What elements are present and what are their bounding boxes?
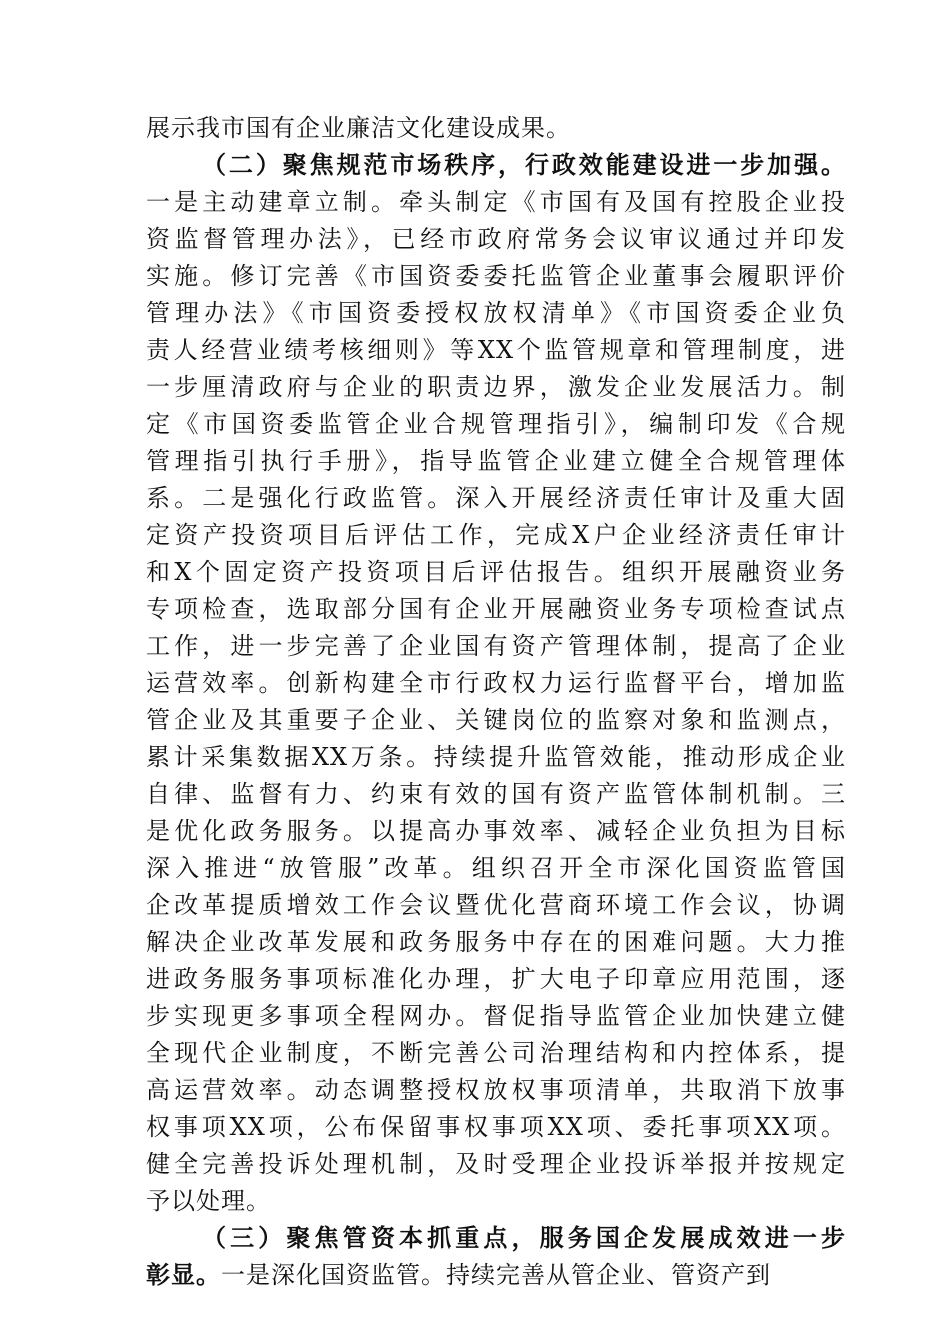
text-line: 一是深化国资监管。持续完善从管企业、管资产到 — [221, 1261, 771, 1289]
text-line: 进政务服务事项标准化办理，扩大电子印章应用范围，逐 — [146, 965, 846, 993]
text-line: 和X个固定资产投资项目后评估报告。组织开展融资业务 — [146, 558, 846, 586]
text-line: 管企业及其重要子企业、关键岗位的监察对象和监测点， — [146, 706, 846, 734]
text-line: 系。二是强化行政监管。深入开展经济责任审计及重大固 — [146, 484, 846, 512]
text-line: 专项检查，选取部分国有企业开展融资业务专项检查试点 — [146, 595, 846, 623]
section-heading-3: （三）聚焦管资本抓重点，服务国企发展成效进一步 — [202, 1224, 846, 1252]
text-line: 权事项XX项，公布保留事权事项XX项、委托事项XX项。 — [146, 1113, 846, 1141]
text-line: 累计采集数据XX万条。持续提升监管效能，推动形成企业 — [146, 743, 846, 771]
text-line: 解决企业改革发展和政务服务中存在的困难问题。大力推 — [146, 928, 846, 956]
text-line: 是优化政务服务。以提高办事效率、减轻企业负担为目标 — [146, 817, 846, 845]
text-line-mixed — [146, 1257, 846, 1293]
text-line: 工作，进一步完善了企业国有资产管理体制，提高了企业 — [146, 632, 846, 660]
text-line: 健全完善投诉处理机制，及时受理企业投诉举报并按规定 — [146, 1150, 846, 1178]
text-line: 一步厘清政府与企业的职责边界，激发企业发展活力。制 — [146, 373, 846, 401]
section-heading-3-continued: 彰显。 — [146, 1261, 221, 1289]
section-heading-2: （二）聚焦规范市场秩序，行政效能建设进一步加强。 — [202, 151, 846, 179]
text-line: 管理办法》《市国资委授权放权清单》《市国资委企业负 — [146, 299, 846, 327]
text-line: 全现代企业制度，不断完善公司治理结构和内控体系，提 — [146, 1039, 846, 1067]
text-line: 定资产投资项目后评估工作，完成X户企业经济责任审计 — [146, 521, 846, 549]
text-line: 自律、监督有力、约束有效的国有资产监管体制机制。三 — [146, 780, 846, 808]
text-line: 深入推进“放管服”改革。组织召开全市深化国资监管国 — [146, 854, 846, 882]
text-line: 展示我市国有企业廉洁文化建设成果。 — [146, 114, 571, 142]
text-line: 定《市国资委监管企业合规管理指引》，编制印发《合规 — [146, 410, 846, 438]
text-line: 予以处理。 — [146, 1187, 271, 1215]
text-line: 实施。修订完善《市国资委委托监管企业董事会履职评价 — [146, 262, 846, 290]
text-line: 责人经营业绩考核细则》等XX个监管规章和管理制度，进 — [146, 336, 846, 364]
text-line: 步实现更多事项全程网办。督促指导监管企业加快建立健 — [146, 1002, 846, 1030]
text-line: 运营效率。创新构建全市行政权力运行监督平台，增加监 — [146, 669, 846, 697]
text-line: 企改革提质增效工作会议暨优化营商环境工作会议，协调 — [146, 891, 846, 919]
text-line: 高运营效率。动态调整授权放权事项清单，共取消下放事 — [146, 1076, 846, 1104]
text-line: 管理指引执行手册》，指导监管企业建立健全合规管理体 — [146, 447, 846, 475]
text-line: 资监督管理办法》，已经市政府常务会议审议通过并印发 — [146, 225, 846, 253]
text-line: 一是主动建章立制。牵头制定《市国有及国有控股企业投 — [146, 188, 846, 216]
